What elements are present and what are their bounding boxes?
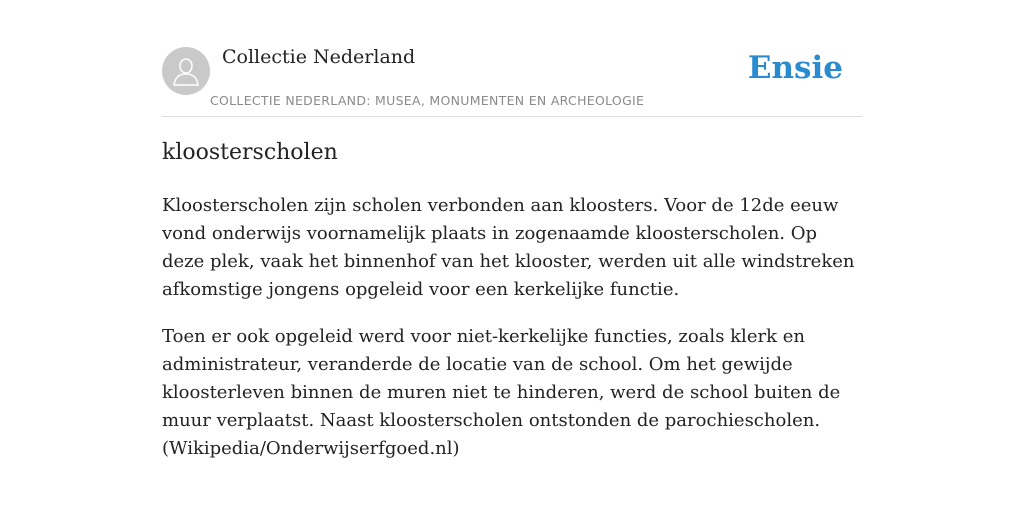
definition-paragraph: Toen er ook opgeleid werd voor niet-kerkelijke functies, zoals klerk en administrateur, veranderde de locatie van de school. Om het gewijde kloosterleven binnen de muren niet te hinderen, werd de school buiten de muur verplaatst. Naast kloosterscholen ontstonden de parochiescholen. (Wikipedia/Onderwijserfgoed.nl) [162, 326, 841, 459]
definition-paragraph: Kloosterscholen zijn scholen verbonden aan kloosters. Voor de 12de eeuw vond onderwijs voornamelijk plaats in zogenaamde kloosterscholen. Op deze plek, vaak het binnenhof van het klooster, werden uit alle windstreken afkomstige jongens opgeleid voor een kerkelijke functie. [162, 195, 855, 300]
ensie-logo[interactable]: Ensie [747, 50, 843, 86]
entry-page [162, 0, 862, 459]
source-name-link[interactable]: Collectie Nederland [222, 46, 416, 68]
definition-body [162, 192, 862, 482]
source-subtitle: COLLECTIE NEDERLAND: MUSEA, MONUMENTEN EN ARCHEOLOGIE [210, 93, 645, 108]
avatar[interactable] [162, 47, 210, 95]
user-silhouette-icon [172, 56, 200, 86]
entry-header [162, 0, 862, 117]
term-title: kloosterscholen [162, 140, 338, 165]
